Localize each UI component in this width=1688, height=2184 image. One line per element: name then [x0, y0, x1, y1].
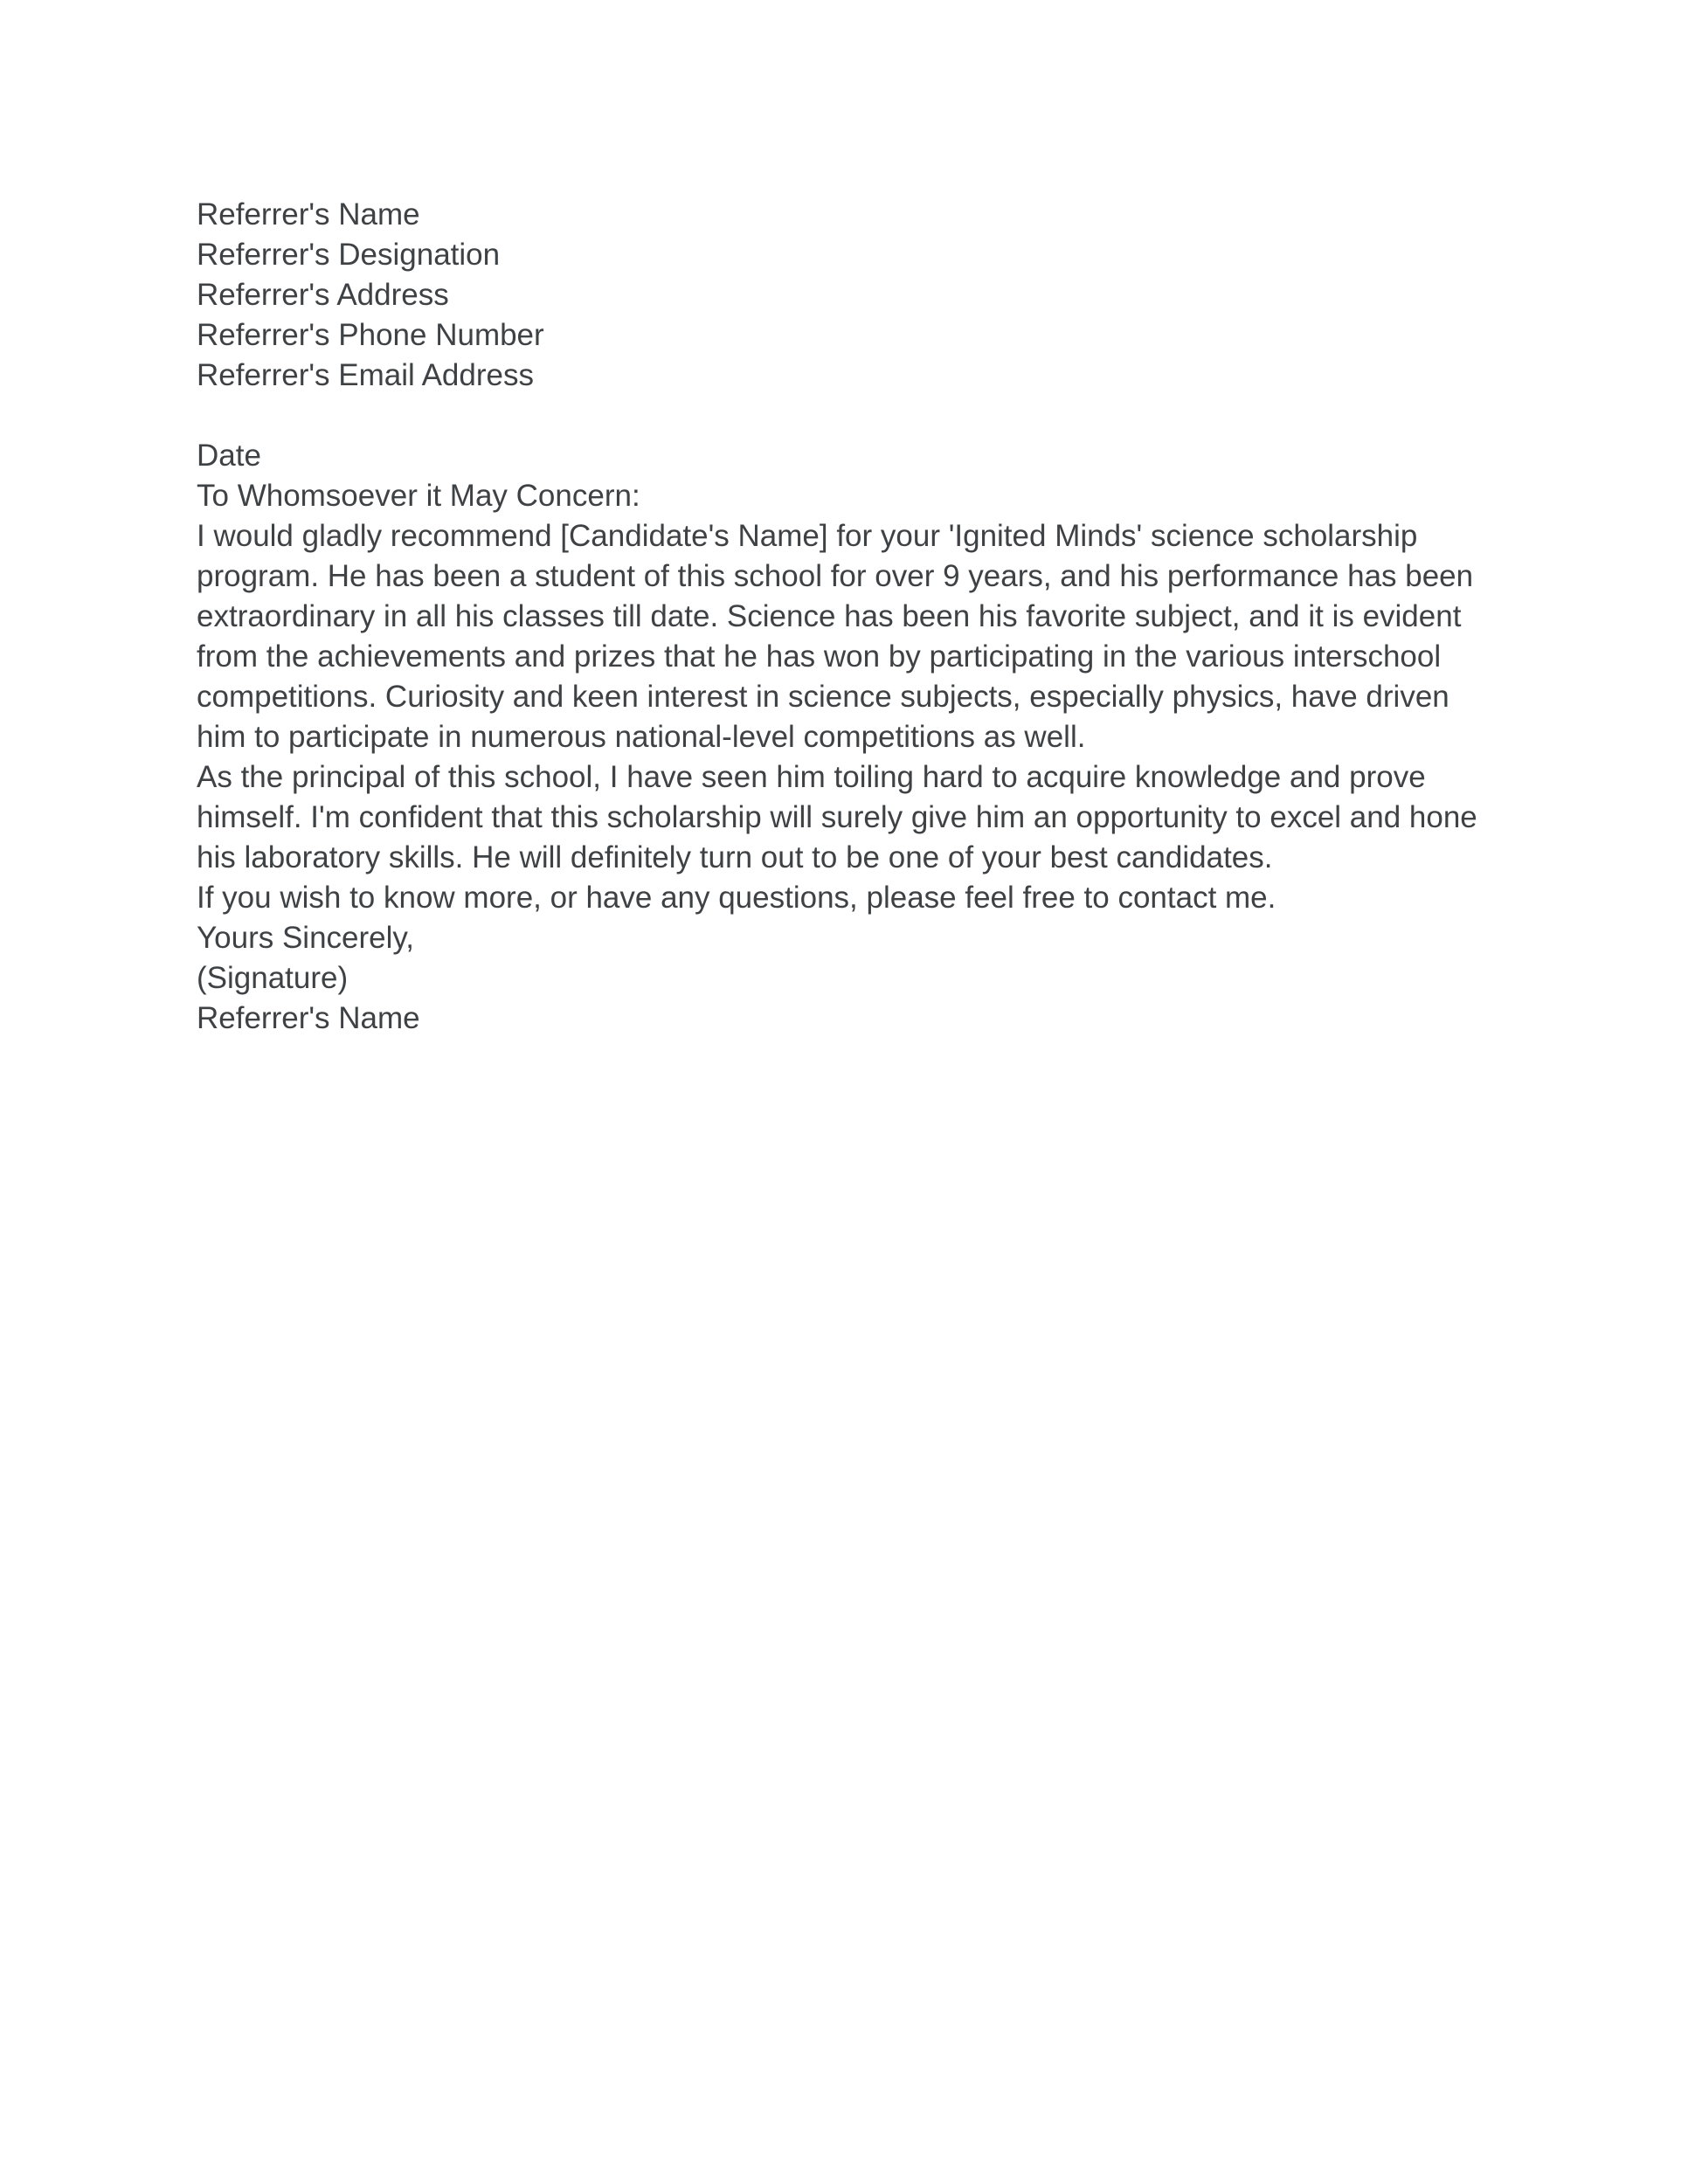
date-line: Date — [197, 439, 261, 473]
sender-line: Referrer's Name — [197, 197, 420, 232]
salutation: To Whomsoever it May Concern: — [197, 479, 640, 513]
sender-line: Referrer's Phone Number — [197, 318, 544, 352]
body-paragraph: If you wish to know more, or have any questions, please feel free to contact me. — [197, 881, 1276, 915]
closing: Yours Sincerely, — [197, 921, 415, 955]
signature-line: Referrer's Name — [197, 1001, 420, 1035]
sender-line: Referrer's Designation — [197, 238, 501, 272]
signature-line: (Signature) — [197, 961, 349, 995]
letter-content — [197, 195, 1490, 1079]
letter-body — [197, 516, 1490, 918]
sender-block — [197, 195, 1490, 396]
body-paragraph: As the principal of this school, I have seen him toiling hard to acquire knowledge and prove himself. I'm confident that this scholarship will surely give him an opportunity to excel and hone his laboratory skills. He will definitely turn out to be one of your best candidates. — [197, 760, 1477, 874]
signature-block — [197, 958, 1490, 1039]
sender-line: Referrer's Email Address — [197, 358, 534, 392]
sender-line: Referrer's Address — [197, 278, 449, 312]
body-paragraph: I would gladly recommend [Candidate's Name] for your 'Ignited Minds' science scholarship program. He has been a student of this school for over 9 years, and his performance has been extraordinary in all his classes till date. Science has been his favorite subject, and it is evident from the achievements and prizes that he has won by participating in the various interschool competitions. Curiosity and keen interest in science subjects, especially physics, have driven him to participate in numerous national-level competitions as well. — [197, 519, 1474, 754]
